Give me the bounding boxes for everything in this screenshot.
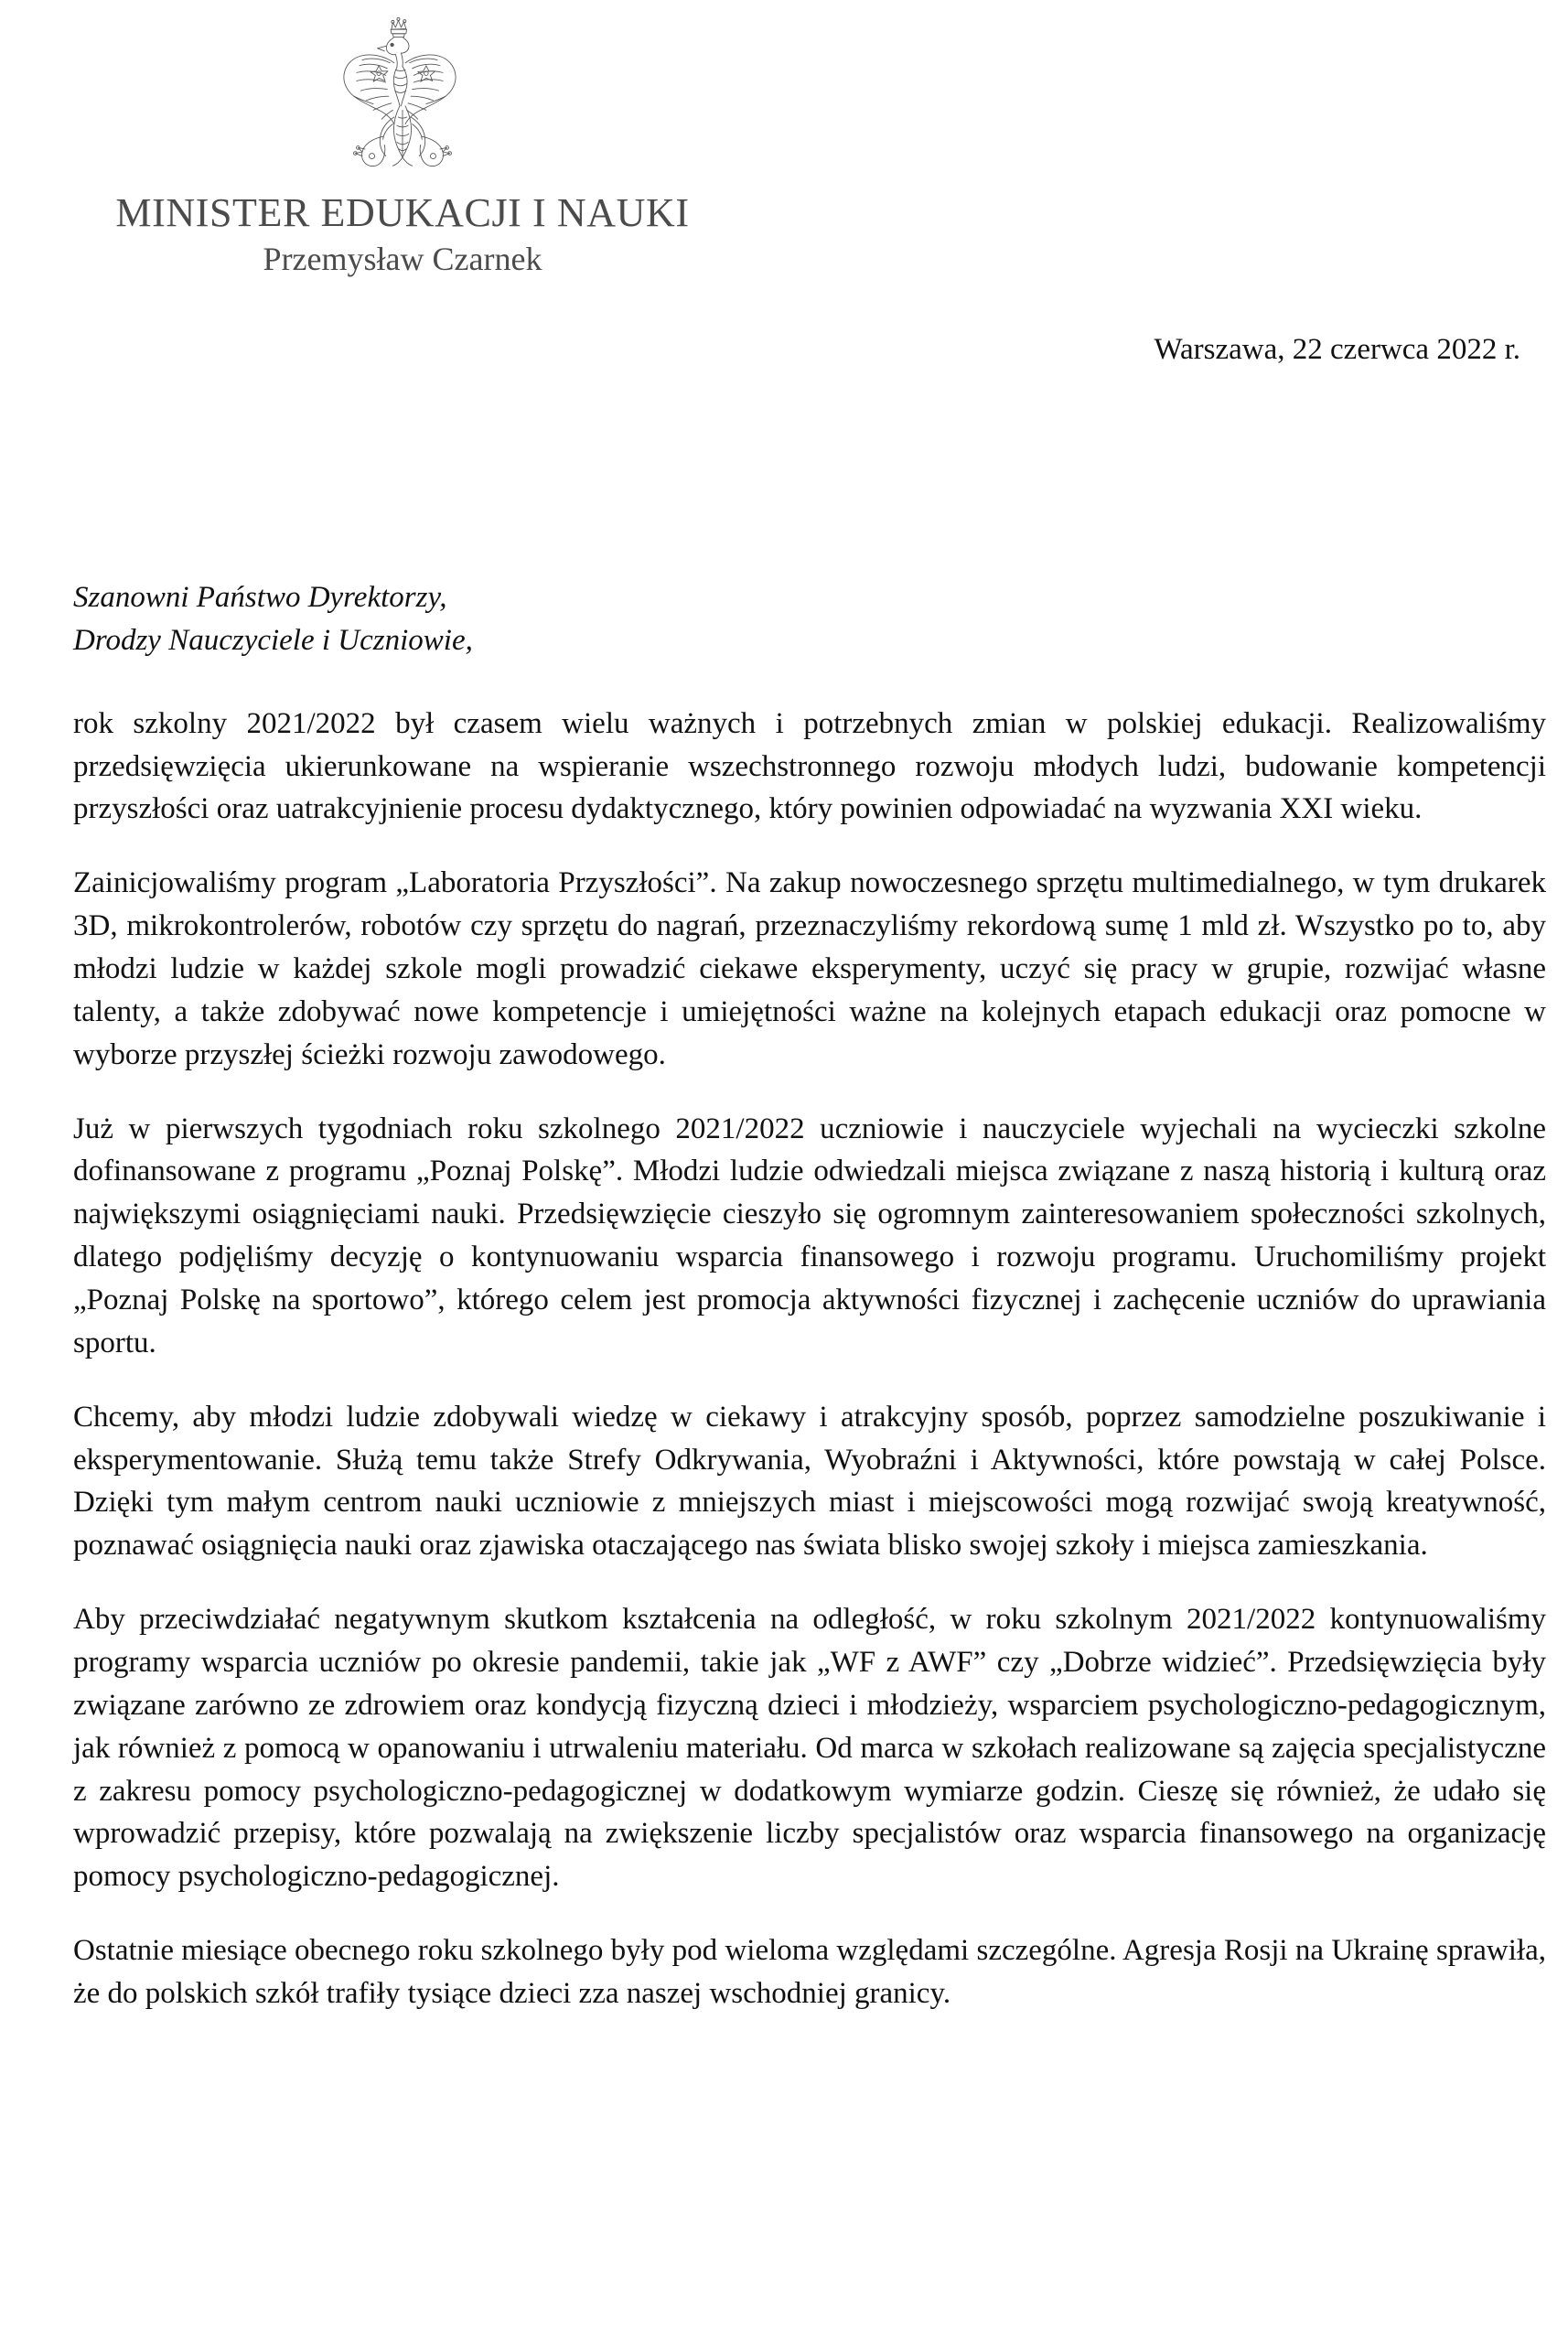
minister-name: Przemysław Czarnek bbox=[263, 241, 542, 278]
paragraph-laboratoria: Zainicjowaliśmy program „Laboratoria Przyszłości”. Na zakup nowoczesnego sprzętu multimedialnego, w tym drukarek 3D, mikrokontrolerów, robotów czy sprzętu do nagrań, przeznaczyliśmy rekordową sumę 1 mld zł. Wszystko po to, aby młodzi ludzie w każdej szkole mogli prowadzić ciekawe eksperymenty, uczyć się pracy w grupie, rozwijać własne talenty, a także zdobywać nowe kompetencje i umiejętności ważne na kolejnych etapach edukacji oraz pomocne w wyborze przyszłej ścieżki rozwoju zawodowego. bbox=[73, 866, 1546, 1071]
salutation-line-1: Szanowni Państwo Dyrektorzy, bbox=[73, 581, 447, 614]
salutation bbox=[73, 576, 1546, 662]
paragraph-strefy: Chcemy, aby młodzi ludzie zdobywali wiedzę w ciekawy i atrakcyjny sposób, poprzez samodzielne poszukiwanie i eksperymentowanie. Służą temu także Strefy Odkrywania, Wyobraźni i Aktywności, które powstają w całej Polsce. Dzięki tym małym centrom nauki uczniowie z mniejszych miast i miejscowości mogą rozwijać swoją kreatywność, poznawać osiągnięcia nauki oraz zjawiska otaczającego nas świata blisko swojej szkoły i miejsca zamieszkania. bbox=[73, 1400, 1546, 1563]
paragraph-opening: rok szkolny 2021/2022 był czasem wielu ważnych i potrzebnych zmian w polskiej edukacji. Realizowaliśmy przedsięwzięcia ukierunkowane na wspieranie wszechstronnego rozwoju młodych ludzi, budowanie kompetencji przyszłości oraz uatrakcyjnienie procesu dydaktycznego, który powinien odpowiadać na wyzwania XXI wieku. bbox=[73, 706, 1546, 826]
ministry-title: MINISTER EDUKACJI I NAUKI bbox=[115, 190, 690, 235]
letter-body bbox=[73, 576, 1546, 2015]
paragraph-ukraina: Ostatnie miesiące obecnego roku szkolnego były pod wieloma względami szczególne. Agresja Rosji na Ukrainę sprawiła, że do polskich szkół trafiły tysiące dzieci zza naszej wschodniej granicy. bbox=[73, 1934, 1546, 2011]
place-and-date: Warszawa, 22 czerwca 2022 r. bbox=[1154, 333, 1520, 366]
paragraph-wsparcie: Aby przeciwdziałać negatywnym skutkom kształcenia na odległość, w roku szkolnym 2021/2022 kontynuowaliśmy programy wsparcia uczniów po okresie pandemii, takie jak „WF z AWF” czy „Dobrze widzieć”. Przedsięwzięcia były związane zarówno ze zdrowiem oraz kondycją fizyczną dzieci i młodzieży, wsparciem psychologiczno-pedagogicznym, jak również z pomocą w opanowaniu i utrwaleniu materiału. Od marca w szkołach realizowane są zajęcia specjalistyczne z zakresu pomocy psychologiczno-pedagogicznej w dodatkowym wymiarze godzin. Cieszę się również, że udało się wprowadzić przepisy, które pozwalają na zwiększenie liczby specjalistów oraz wsparcia finansowego na organizację pomocy psychologiczno-pedagogicznej. bbox=[73, 1603, 1546, 1894]
letterhead bbox=[0, 13, 805, 279]
salutation-line-2: Drodzy Nauczyciele i Uczniowie, bbox=[73, 623, 473, 657]
polish-eagle-emblem bbox=[333, 13, 472, 187]
paragraph-poznaj-polske: Już w pierwszych tygodniach roku szkolnego 2021/2022 uczniowie i nauczyciele wyjechali na wycieczki szkolne dofinansowane z programu „Poznaj Polskę”. Młodzi ludzie odwiedzali miejsca związane z naszą historią i kulturą oraz największymi osiągnięciami nauki. Przedsięwzięcie cieszyło się ogromnym zainteresowaniem społeczności szkolnych, dlatego podjęliśmy decyzję o kontynuowaniu wsparcia finansowego i rozwoju programu. Uruchomiliśmy projekt „Poznaj Polskę na sportowo”, którego celem jest promocja aktywności fizycznej i zachęcenie uczniów do uprawiania sportu. bbox=[73, 1112, 1546, 1359]
